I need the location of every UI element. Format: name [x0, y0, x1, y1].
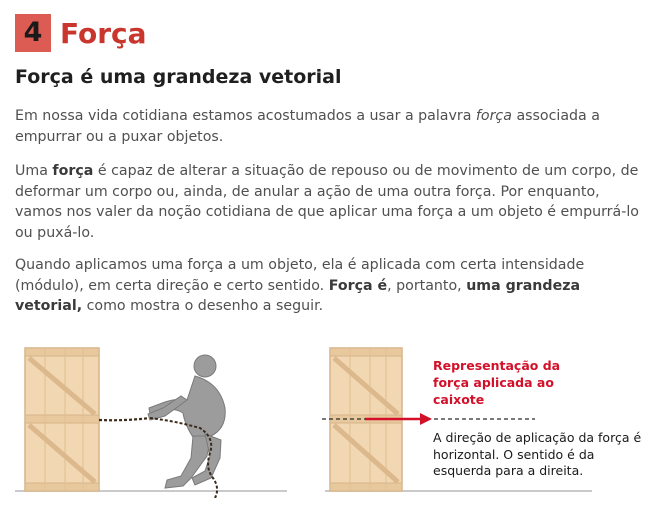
- p1-text-b: associada a empurrar ou a puxar objetos.: [15, 108, 600, 145]
- illustration-pulling-crate: [15, 328, 290, 498]
- p2-bold: força: [52, 163, 94, 179]
- p3-bold-1: Força é: [328, 277, 388, 294]
- pulling-scene-graphic: [15, 328, 290, 498]
- p3-bold-2: uma grandeza vetorial,: [15, 277, 581, 314]
- section-number: 4: [15, 14, 51, 52]
- force-representation-label: Representação da força aplicada ao caixote: [433, 358, 561, 407]
- direction-description: A direção de aplicação da força é horizontal. O sentido é da esquerda para a direita.: [433, 430, 642, 478]
- p3-text-a: Quando aplicamos uma força a um objeto, ela é aplicada com certa intensidade (módulo), em certa direção e certo sentido.: [15, 257, 585, 294]
- p1-emphasis: força: [475, 108, 512, 124]
- person-silhouette: [148, 355, 225, 488]
- section-title: Força: [60, 16, 147, 50]
- paragraph-1: [15, 106, 640, 147]
- p1-text-a: Em nossa vida cotidiana estamos acostumados a usar a palavra: [15, 108, 476, 124]
- p2-text-b: é capaz de alterar a situação de repouso ou de movimento de um corpo, de deformar um corpo ou, ainda, de anular a ação de uma outra força. Por enquanto, vamos nos valer da noção cotidiana de que aplicar uma força a um objeto é empurrá-lo ou puxá-lo.: [15, 163, 639, 241]
- paragraph-3: [15, 255, 640, 317]
- p2-text-a: Uma: [15, 163, 53, 179]
- paragraph-2: [15, 161, 640, 243]
- p3-text-c: como mostra o desenho a seguir.: [82, 298, 324, 314]
- p3-text-b: , portanto,: [387, 277, 467, 294]
- crate-left: [25, 348, 99, 491]
- subtitle: Força é uma grandeza vetorial: [15, 66, 342, 88]
- section-header: [15, 14, 147, 52]
